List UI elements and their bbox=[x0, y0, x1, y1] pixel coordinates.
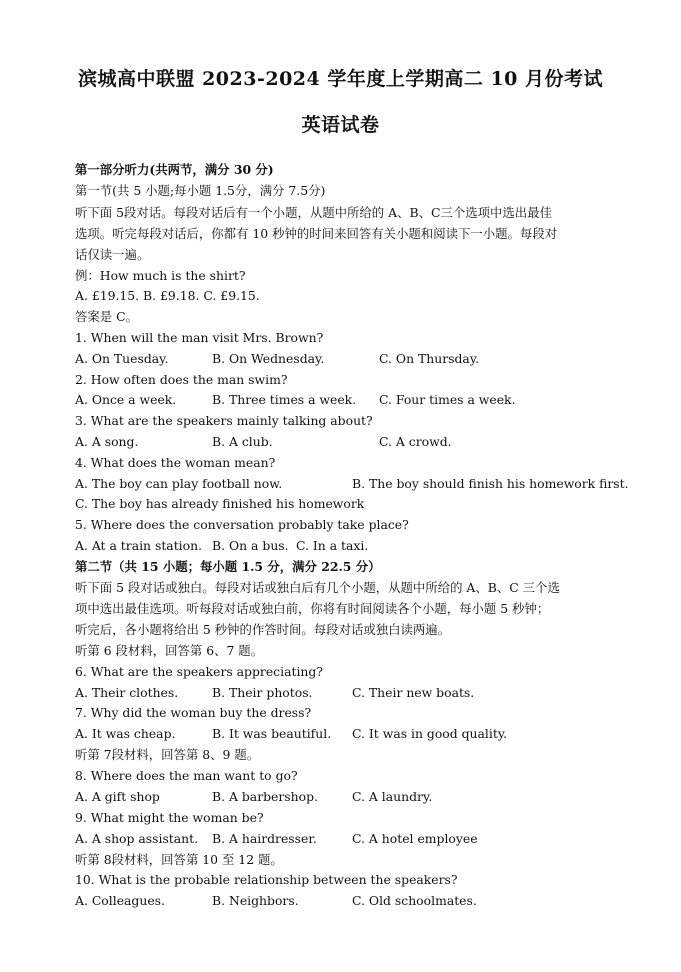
q10-option-a: A. Colleagues. bbox=[75, 893, 165, 908]
q6-option-c: C. Their new boats. bbox=[352, 685, 475, 700]
q3-option-a: A. A song. bbox=[75, 434, 139, 449]
q2-option-c: C. Four times a week. bbox=[379, 392, 516, 407]
material-7-note: 听第 7段材料，回答第 8、9 题。 bbox=[75, 747, 260, 762]
q4-option-a: A. The boy can play football now. bbox=[75, 476, 283, 491]
q7-option-a: A. It was cheap. bbox=[75, 726, 176, 741]
q2-option-b: B. Three times a week. bbox=[212, 392, 357, 407]
section1-instruction-2: 选项。听完每段对话后，你都有 10 秒钟的时间来回答有关小题和阅读下一小题。每段对 bbox=[75, 226, 558, 241]
q6-option-b: B. Their photos. bbox=[212, 685, 313, 700]
section2-heading: 第二节（共 15 小题；每小题 1.5 分，满分 22.5 分） bbox=[75, 559, 381, 574]
q8-option-c: C. A laundry. bbox=[352, 789, 433, 804]
exam-subtitle: 英语试卷 bbox=[301, 114, 380, 136]
section2-instruction-1: 听下面 5 段对话或独白。每段对话或独白后有几个小题，从题中所给的 A、B、C 三个选 bbox=[75, 580, 560, 595]
question-5: 5. Where does the conversation probably take place? bbox=[75, 517, 409, 532]
q5-option-c: C. In a taxi. bbox=[296, 538, 369, 553]
q10-option-b: B. Neighbors. bbox=[212, 893, 299, 908]
section2-instruction-3: 听完后，各小题将给出 5 秒钟的作答时间。每段对话或独白读两遍。 bbox=[75, 622, 451, 637]
material-6-note: 听第 6 段材料，回答第 6、7 题。 bbox=[75, 643, 264, 658]
q8-option-b: B. A barbershop. bbox=[212, 789, 318, 804]
q10-option-c: C. Old schoolmates. bbox=[352, 893, 477, 908]
part1-heading: 第一部分听力(共两节，满分 30 分) bbox=[75, 162, 274, 177]
question-1: 1. When will the man visit Mrs. Brown? bbox=[75, 330, 324, 345]
section2-instruction-2: 项中选出最佳选项。听每段对话或独白前，你将有时间阅读各个小题，每小题 5 秒钟； bbox=[75, 601, 550, 616]
question-9: 9. What might the woman be? bbox=[75, 810, 264, 825]
q9-option-b: B. A hairdresser. bbox=[212, 831, 317, 846]
q6-option-a: A. Their clothes. bbox=[75, 685, 179, 700]
section1-instruction-1: 听下面 5段对话。每段对话后有一个小题，从题中所给的 A、B、C三个选项中选出最佳 bbox=[75, 205, 552, 220]
section1-heading: 第一节(共 5 小题;每小题 1.5分，满分 7.5分) bbox=[75, 183, 326, 198]
example-question: 例：How much is the shirt? bbox=[75, 268, 246, 283]
q9-option-c: C. A hotel employee bbox=[352, 831, 478, 846]
question-3: 3. What are the speakers mainly talking about? bbox=[75, 413, 373, 428]
section1-instruction-3: 话仅读一遍。 bbox=[75, 247, 150, 262]
q9-option-a: A. A shop assistant. bbox=[75, 831, 199, 846]
q7-option-c: C. It was in good quality. bbox=[352, 726, 508, 741]
question-8: 8. Where does the man want to go? bbox=[75, 768, 298, 783]
q7-option-b: B. It was beautiful. bbox=[212, 726, 332, 741]
q2-option-a: A. Once a week. bbox=[75, 392, 177, 407]
q1-option-a: A. On Tuesday. bbox=[75, 351, 169, 366]
q4-option-b: B. The boy should finish his homework first. bbox=[352, 476, 629, 491]
q1-option-b: B. On Wednesday. bbox=[212, 351, 325, 366]
example-answer: 答案是 C。 bbox=[75, 309, 138, 324]
q3-option-b: B. A club. bbox=[212, 434, 273, 449]
material-8-note: 听第 8段材料，回答第 10 至 12 题。 bbox=[75, 852, 283, 867]
question-10: 10. What is the probable relationship between the speakers? bbox=[75, 872, 458, 887]
question-7: 7. Why did the woman buy the dress? bbox=[75, 705, 312, 720]
q5-option-b: B. On a bus. bbox=[212, 538, 289, 553]
question-4: 4. What does the woman mean? bbox=[75, 455, 276, 470]
question-2: 2. How often does the man swim? bbox=[75, 372, 288, 387]
q8-option-a: A. A gift shop bbox=[75, 789, 160, 804]
q1-option-c: C. On Thursday. bbox=[379, 351, 480, 366]
q3-option-c: C. A crowd. bbox=[379, 434, 452, 449]
question-6: 6. What are the speakers appreciating? bbox=[75, 664, 323, 679]
q5-option-a: A. At a train station. bbox=[75, 538, 203, 553]
example-options: A. £19.15. B. £9.18. C. £9.15. bbox=[75, 288, 260, 303]
q4-option-c: C. The boy has already finished his homework bbox=[75, 496, 365, 511]
exam-title: 滨城高中联盟 2023-2024 学年度上学期高二 10 月份考试 bbox=[77, 68, 604, 90]
